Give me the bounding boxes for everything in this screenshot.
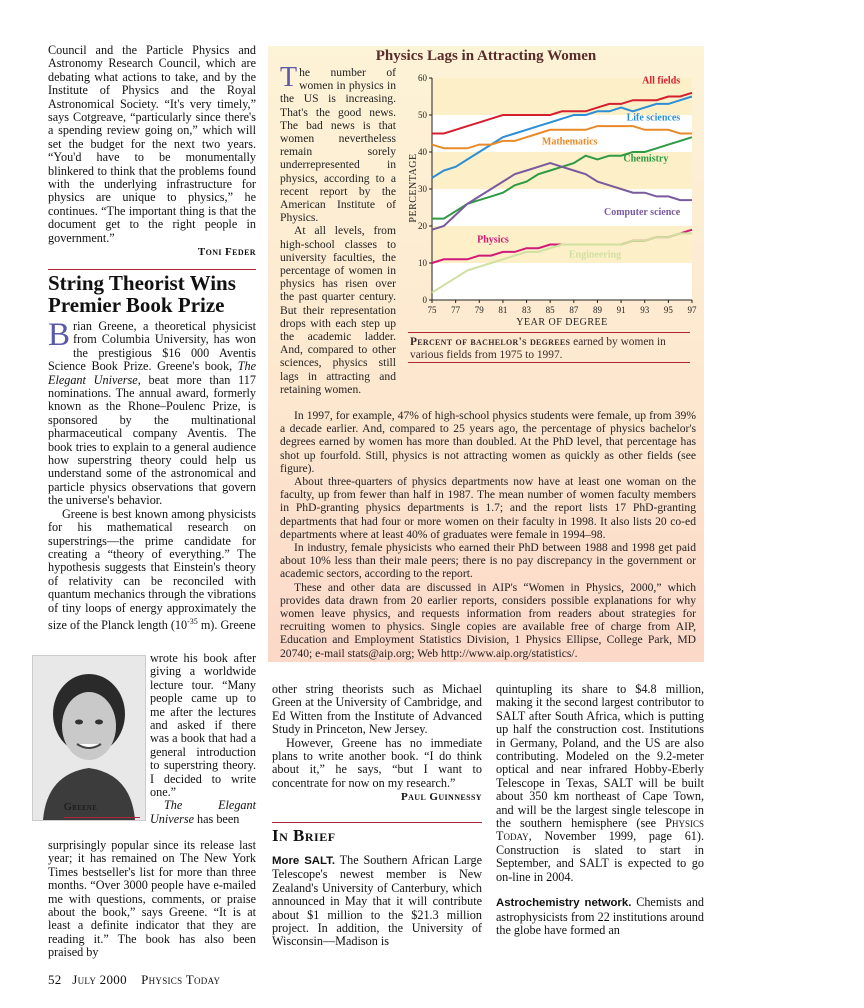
book-title-2: The Elegant Universe <box>150 798 256 826</box>
series-label: Physics <box>477 234 509 246</box>
series-label: Life sciences <box>626 112 681 124</box>
para3: surprisingly popular since its release last year; it has remained on The New York Times bestseller's list for more than three months. “Over 3000 people have e-mailed me with questions, comments, or praise about the book,” says Greene. “It is at least a definite indicator that they are reading it.” The book has also been praised by <box>48 838 256 960</box>
article-title: String Theorist Wins Premier Book Prize <box>48 271 236 317</box>
section-divider <box>48 269 256 270</box>
sidebar-wrap-text: The number of women in physics in the US is increasing. That's the good news. The bad news is that women nevertheless remain sorely underrepresented in physics, according to a recent report by the American Institute of Physics. At all levels, from high-school classes to university faculties, the percentage of women in physics has risen over the past quarter century. But their representation drops with each step up the academic ladder. And, compared to other sciences, physics still lags in attracting and retaining women. <box>280 62 396 396</box>
wrap2-rest: has been <box>194 811 240 826</box>
x-tick-label: 97 <box>687 305 697 315</box>
line-chart <box>402 70 698 332</box>
photo-caption: Greene <box>64 802 98 813</box>
brief1-text: The Southern African Large Telescope's newest member is New Zealand's University of Canterbury, which announced in May that it will contribute about $1 million to the $21.3 million project. In addition, the University of Wisconsin—Madison is <box>272 853 482 949</box>
intro-signature: Toni Feder <box>197 246 256 259</box>
wrap-text-column <box>150 652 256 826</box>
y-tick-label: 20 <box>418 221 427 231</box>
x-tick-label: 91 <box>616 305 626 315</box>
middle-column <box>272 683 482 805</box>
page-footer <box>48 972 220 988</box>
para2: Greene is best known among physicists for his mathematical research on superstrings—the prime candidate for creating a “theory of everything.” The hypothesis suggests that Einstein's theory of relativity can be reconciled with quantum mechanics through the vibrations of tiny loops of energy approximately the size of the Planck length (10 <box>48 506 256 632</box>
greene-photo <box>32 655 146 821</box>
y-tick-label: 40 <box>418 147 427 157</box>
caption-rule <box>64 817 140 818</box>
series-label: Engineering <box>568 249 622 261</box>
mid-signature: Paul Guinnessy <box>401 791 482 804</box>
mid-para1: other string theorists such as Michael Green at the University of Cambridge, and Ed Witten from the Institute of Advanced Study in Princeton, New Jersey. <box>272 682 482 737</box>
sidebar-paragraph: In industry, female physicists who earned their PhD between 1988 and 1998 get paid about 10% less than their male peers; there is no pay discrepancy in the government or academic sectors, according to the report. <box>280 541 696 581</box>
series-label: Computer science <box>603 206 681 218</box>
brief2-lead: Astrochemistry network. <box>496 897 632 910</box>
sidebar-dropcap: T <box>280 62 298 93</box>
brief-divider <box>272 822 482 823</box>
y-tick-label: 50 <box>418 110 427 120</box>
series-label: Mathematics <box>541 136 598 148</box>
x-tick-label: 79 <box>474 305 484 315</box>
brief-more-salt <box>272 854 482 949</box>
book-title: The Elegant Universe <box>48 359 257 387</box>
figure-caption: Percent of bachelor's degrees earned by women in various fields from 1975 to 1997. <box>410 336 666 361</box>
y-tick-label: 0 <box>422 295 427 305</box>
brief1-lead: More SALT. <box>272 855 336 867</box>
left-column <box>48 44 256 260</box>
x-tick-label: 93 <box>640 305 650 315</box>
sidebar-paragraph: About three-quarters of physics departments now have at least one woman on the faculty, up from fewer than half in 1987. The mean number of women faculty members in PhD-granting physics departments is 1.7; and the report lists 17 PhD-granting departments that had four or more women on their faculty in 1998. It also lists 20 co-ed departments where at least 40% of graduates were female in 1994–98. <box>280 475 696 541</box>
series-label: Chemistry <box>623 153 669 165</box>
mid-para2: However, Greene has no immediate plans to write another book. “I do think about it,” he says, “but I want to concentrate for now on my research.” <box>272 735 482 790</box>
x-tick-label: 89 <box>592 305 602 315</box>
x-tick-label: 85 <box>545 305 555 315</box>
in-brief-heading: In Brief <box>272 826 336 845</box>
para2-end: m). Greene <box>197 618 256 632</box>
magazine-name: Physics Today <box>141 972 221 987</box>
x-tick-label: 95 <box>663 305 673 315</box>
issue-date: July 2000 <box>72 972 127 987</box>
wrap-text: wrote his book after giving a worldwide lecture tour. “Many people came up to me after the lectures and asked if there was a book that had a general introduction to superstring theory. I decided to write one.” <box>150 651 256 800</box>
y-tick-label: 10 <box>418 258 427 268</box>
sidebar-box <box>268 46 704 662</box>
x-tick-label: 75 <box>427 305 437 315</box>
series-label: All fields <box>642 75 681 87</box>
x-tick-label: 87 <box>569 305 579 315</box>
intro-text: Council and the Particle Physics and Astronomy Research Council, which are debating what actions to take, and by the Institute of Physics and the Royal Astronomical Society. “It's very timely,” says Cotgreave, “particularly since there's a spending review going on,” which will set the budget for the next two years. “You'd have to be monumentally blinkered to think that the problems found with the underlying infrastructure for physics are unique to physics,” he continues. “The important thing is that the document get to the right people in government.” <box>48 43 256 245</box>
x-axis-label: YEAR OF DEGREE <box>516 317 608 328</box>
portrait-image <box>33 656 145 820</box>
x-tick-label: 83 <box>522 305 532 315</box>
right-column: quintupling its share to $4.8 million, making it the second largest contributor to SALT after South Africa, which is putting up half the construction cost. Institutions in Germany, Poland, and the US are also contributing. Modeled on the 9.2-meter optical and near infrared Hobby-Eberly Telescope in Texas, SALT will be built about 350 km northeast of Cape Town, and will be the largest single telescope in the southern hemisphere (see Physics Today, November 1999, page 61). Construction is slated to start in September, and SALT is expected to go on-line in 2004. Astrochemistry network. Chemists and astrophysicists from 22 institutions around the globe have formed an <box>496 682 705 937</box>
planck-exponent: -35 <box>187 616 198 626</box>
y-axis-label: PERCENTAGE <box>408 153 419 223</box>
physics-today-ref: Physics Today <box>496 816 704 844</box>
sidebar-body <box>280 409 696 660</box>
para1-rest: rian Greene, a theoretical physicist from Columbia University, has won the prestigious $16 000 Aventis Science Book Prize. Greene's book, <box>48 319 256 374</box>
sidebar-title: Physics Lags in Attracting Women <box>375 48 597 64</box>
dropcap: B <box>48 317 71 353</box>
y-tick-label: 30 <box>418 184 427 194</box>
article-body <box>48 317 257 632</box>
sidebar-paragraph: In 1997, for example, 47% of high-school physics students were female, up from 39% a decade earlier. And, compared to 25 years ago, the percentage of physics bachelor's degrees earned by women has more than doubled. At the PhD level, that percentage has shot up fourfold. Still, physics is not attracting women as quickly as other fields (see figure). <box>280 409 696 475</box>
page-number: 52 <box>48 972 62 987</box>
caption-bottom-rule <box>408 362 690 363</box>
caption-top-rule <box>408 332 690 333</box>
para1-end: , beat more than 117 nominations. The annual award, formerly known as the Rhone–Poulenc Prize, is sponsored by the multinational pharmaceutical company Aventis. The book tries to explain to a general audience how superstring theory could help us understand some of the astronomical and particle physics observations that govern the universe's behavior. <box>48 372 256 508</box>
brief2-text: Chemists and astrophysicists from 22 institutions around the globe have formed an <box>496 895 705 937</box>
sidebar-wrap-text-2: At all levels, from high-school classes to university faculties, the percentage of women in physics has risen over the past quarter century. But their representation drops with each step up the academic ladder. And, compared to other sciences, physics still lags in attracting and retaining women. <box>280 224 396 396</box>
y-tick-label: 60 <box>418 73 427 83</box>
para3-block <box>48 839 256 960</box>
x-tick-label: 81 <box>498 305 508 315</box>
x-tick-label: 77 <box>451 305 461 315</box>
sidebar-paragraph: These and other data are discussed in AIP's “Women in Physics, 2000,” which provides data drawn from 20 earlier reports, considers possible explanations for why women leave physics, and requests information from readers about strategies for recruiting women to physics. Single copies are available free of charge from AIP, Education and Employment Statistics Division, 1 Physics Ellipse, College Park, MD 20740; e-mail stats@aip.org; Web http://www.aip.org/statistics/. <box>280 580 696 660</box>
